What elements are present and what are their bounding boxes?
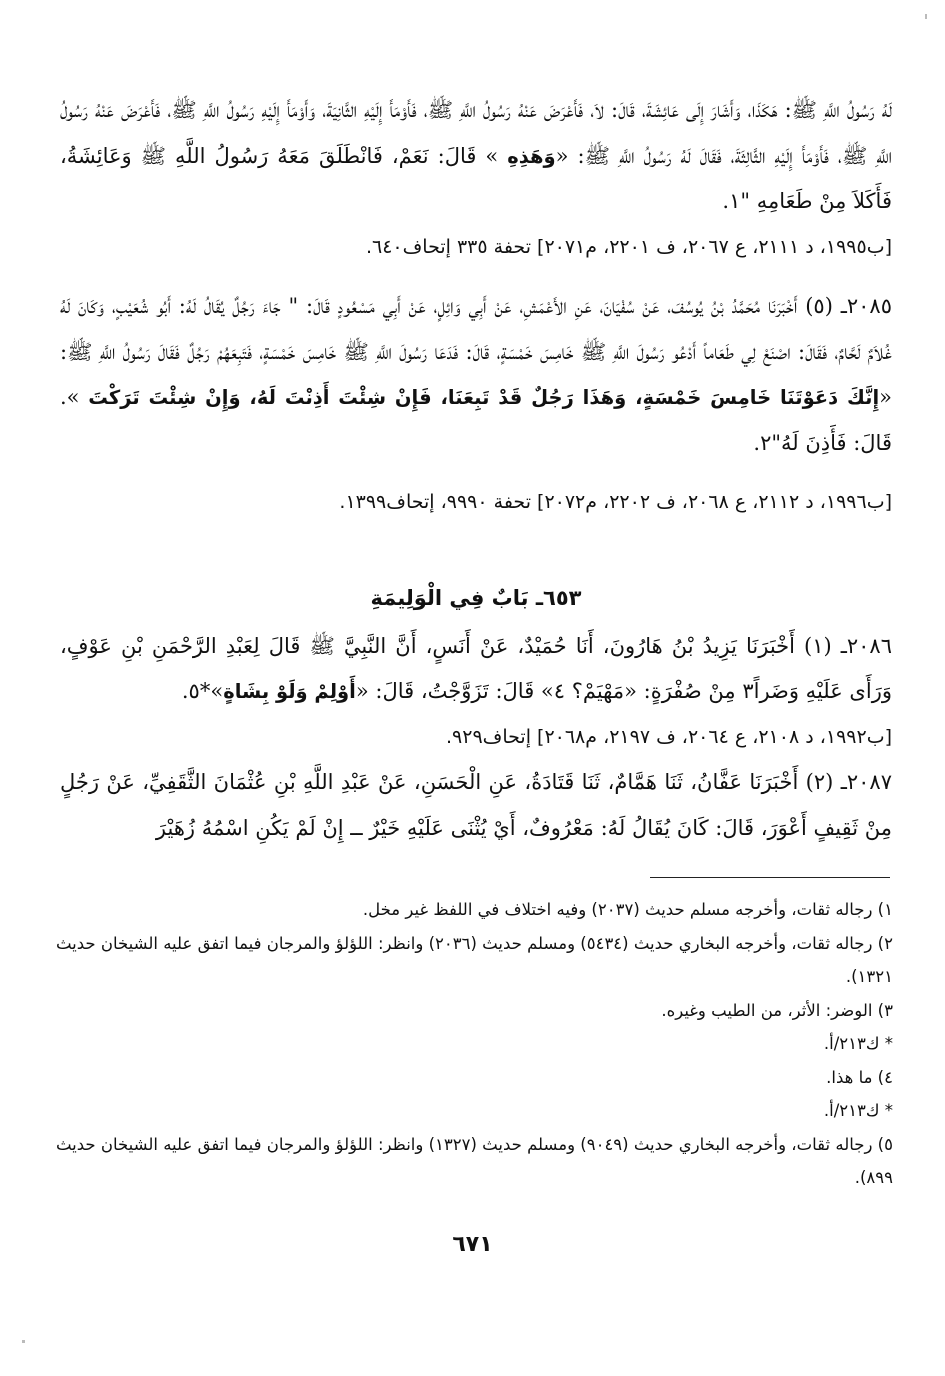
text-segment: لَهُ رَسُولُ اللَّهِ ﷺ: هَكَذَا، وَأَشَارَ إِلَى عَائِشَةَ، قَالَ: لاَ، فَأَعْرَضَ عَنْهُ رَسُولُ اللَّهِ ﷺ، فَأَوْمَأَ إِلَيْهِ الثَّانِيَةَ، وَأَوْمَأَ إِلَيْهِ رَسُولُ اللَّهِ ﷺ، فَأَعْرَضَ عَنْهُ رَسُولُ اللَّهِ ﷺ، فَأَوْمَأَ إِلَيْهِ الثَّالِثَةَ، فَقَالَ لَهُ رَسُولُ اللَّهِ ﷺ: « <box>60 98 892 168</box>
prophet-quote: أَوْلِمْ وَلَوْ بِشَاةٍ <box>223 680 356 703</box>
text-segment: ٢٠٨٦ـ (١) أَخْبَرَنَا يَزِيدُ بْنُ هَارُونَ، أَنَا حُمَيْدٌ، عَنْ أَنَسٍ، أَنَّ النَّبِيَّ ﷺ قَالَ لِعَبْدِ الرَّحْمَنِ بْنِ عَوْفٍ، وَرَأَى عَلَيْهِ وَضَراً٣ مِنْ صُفْرَةٍ: «مَهْيَمْ؟ ٤» قَالَ: تَزَوَّجْتُ، قَالَ: « <box>60 633 892 703</box>
main-text <box>60 88 892 851</box>
footnote: ١) رجاله ثقات، وأخرجه مسلم حديث (٢٠٣٧) وفيه اختلاف في اللفظ غير مخل. <box>362 900 893 919</box>
footnote: ٣) الوضر: الأثر، من الطيب وغيره. <box>661 1000 893 1020</box>
reference-line: [ب١٩٩٥، د ٢١١١، ع ٢٠٦٧، ف ٢٢٠١، م٢٠٧١] تحفة ٣٣٥ إتحاف٦٤٠. <box>365 235 892 258</box>
footnote: ٤) ما هذا. <box>826 1067 893 1087</box>
footnote: ٢) رجاله ثقات، وأخرجه البخاري حديث (٥٤٣٤) ومسلم حديث (٢٠٣٦) وانظر: اللؤلؤ والمرجان فيما اتفق عليه الشيخان حديث ١٣٢١). <box>55 933 893 986</box>
hadith-2084-continuation <box>60 88 892 225</box>
reference-line: [ب١٩٩٦، د ٢١١٢، ع ٢٠٦٨، ف ٢٢٠٢، م٢٠٧٢] تحفة ٩٩٩٠، إتحاف١٣٩٩. <box>339 491 892 513</box>
hadith-2087: ٢٠٨٧ـ (٢) أَخْبَرَنَا عَفَّانُ، ثَنَا هَمَّامٌ، ثَنَا قَتَادَةُ، عَنِ الْحَسَنِ، عَنْ عَبْدِ اللَّهِ بْنِ عُثْمَانَ الثَّقَفِيِّ، عَنْ رَجُلٍ مِنْ ثَقِيفٍ أَعْوَرَ، قَالَ: كَانَ يُقَالُ لَهُ: مَعْرُوفٌ، أَيْ يُثْنَى عَلَيْهِ خَيْرٌ ــ إِنْ لَمْ يَكُنِ اسْمُهُ زُهَيْرَ <box>60 770 892 840</box>
text-segment: » قَالَ: نَعَمْ، فَانْطَلَقَ مَعَهُ رَسُولُ اللَّهِ ﷺ وَعَائِشَةُ، فَأَكَلاَ مِنْ طَعَامِهِ "١. <box>60 143 892 213</box>
prophet-quote: وَهَذِهِ <box>507 144 556 168</box>
page-number: ٦٧١ <box>452 1232 493 1257</box>
footnote: * ك٢١٣/أ. <box>823 1101 893 1120</box>
chapter-heading: ٦٥٣ـ بَابٌ فِي الْوَلِيمَةِ <box>370 585 582 610</box>
text-segment: »*٥. <box>181 679 224 703</box>
footnote-separator <box>650 877 890 878</box>
scan-speck <box>22 1340 25 1343</box>
footnote: ٥) رجاله ثقات، وأخرجه البخاري حديث (٩٠٤٩) ومسلم حديث (١٣٢٧) وانظر: اللؤلؤ والمرجان فيما اتفق عليه الشيخان حديث ٨٩٩). <box>55 1134 893 1187</box>
footnotes <box>55 893 893 1195</box>
text-segment: ٢٠٨٥ـ (٥) أَخْبَرَنَا مُحَمَّدُ بْنُ يُوسُفَ، عَنْ سُفْيَانَ، عَنِ الأَعْمَشِ، عَنْ أَبِي وَائِلٍ، عَنْ أَبِي مَسْعُودٍ قَالَ: " جَاءَ رَجُلٌ يُقَالُ لَهُ: أَبُو شُعَيْبٍ، وَكَانَ لَهُ غُلاَمٌ لَحَّامٌ، فَقَالَ: اصْنَعْ لِي طَعَاماً أَدْعُو رَسُولَ اللَّهِ ﷺ خَامِسَ خَمْسَةٍ، قَالَ: فَدَعَا رَسُولَ اللَّهِ ﷺ خَامِسَ خَمْسَةٍ، فَتَبِعَهُمْ رَجُلٌ فَقَالَ رَسُولُ اللَّهِ ﷺ: « <box>60 294 892 409</box>
hadith-2085 <box>60 284 892 466</box>
prophet-quote: إِنَّكَ دَعَوْتَنَا خَامِسَ خَمْسَةٍ، وَهَذَا رَجُلٌ قَدْ تَبِعَنَا، فَإِنْ شِئْتَ أَذِنْتَ لَهُ، وَإِنْ شِئْتَ تَرَكْتَ <box>88 386 880 409</box>
scan-speck <box>925 14 927 19</box>
hadith-2086 <box>60 624 892 715</box>
reference-line: [ب١٩٩٢، د ٢١٠٨، ع ٢٠٦٤، ف ٢١٩٧، م٢٠٦٨] إتحاف٩٢٩. <box>445 725 892 748</box>
footnote: * ك٢١٣/أ. <box>823 1034 893 1053</box>
text-segment: ». قَالَ: فَأَذِنَ لَهُ"٢. <box>60 385 892 455</box>
